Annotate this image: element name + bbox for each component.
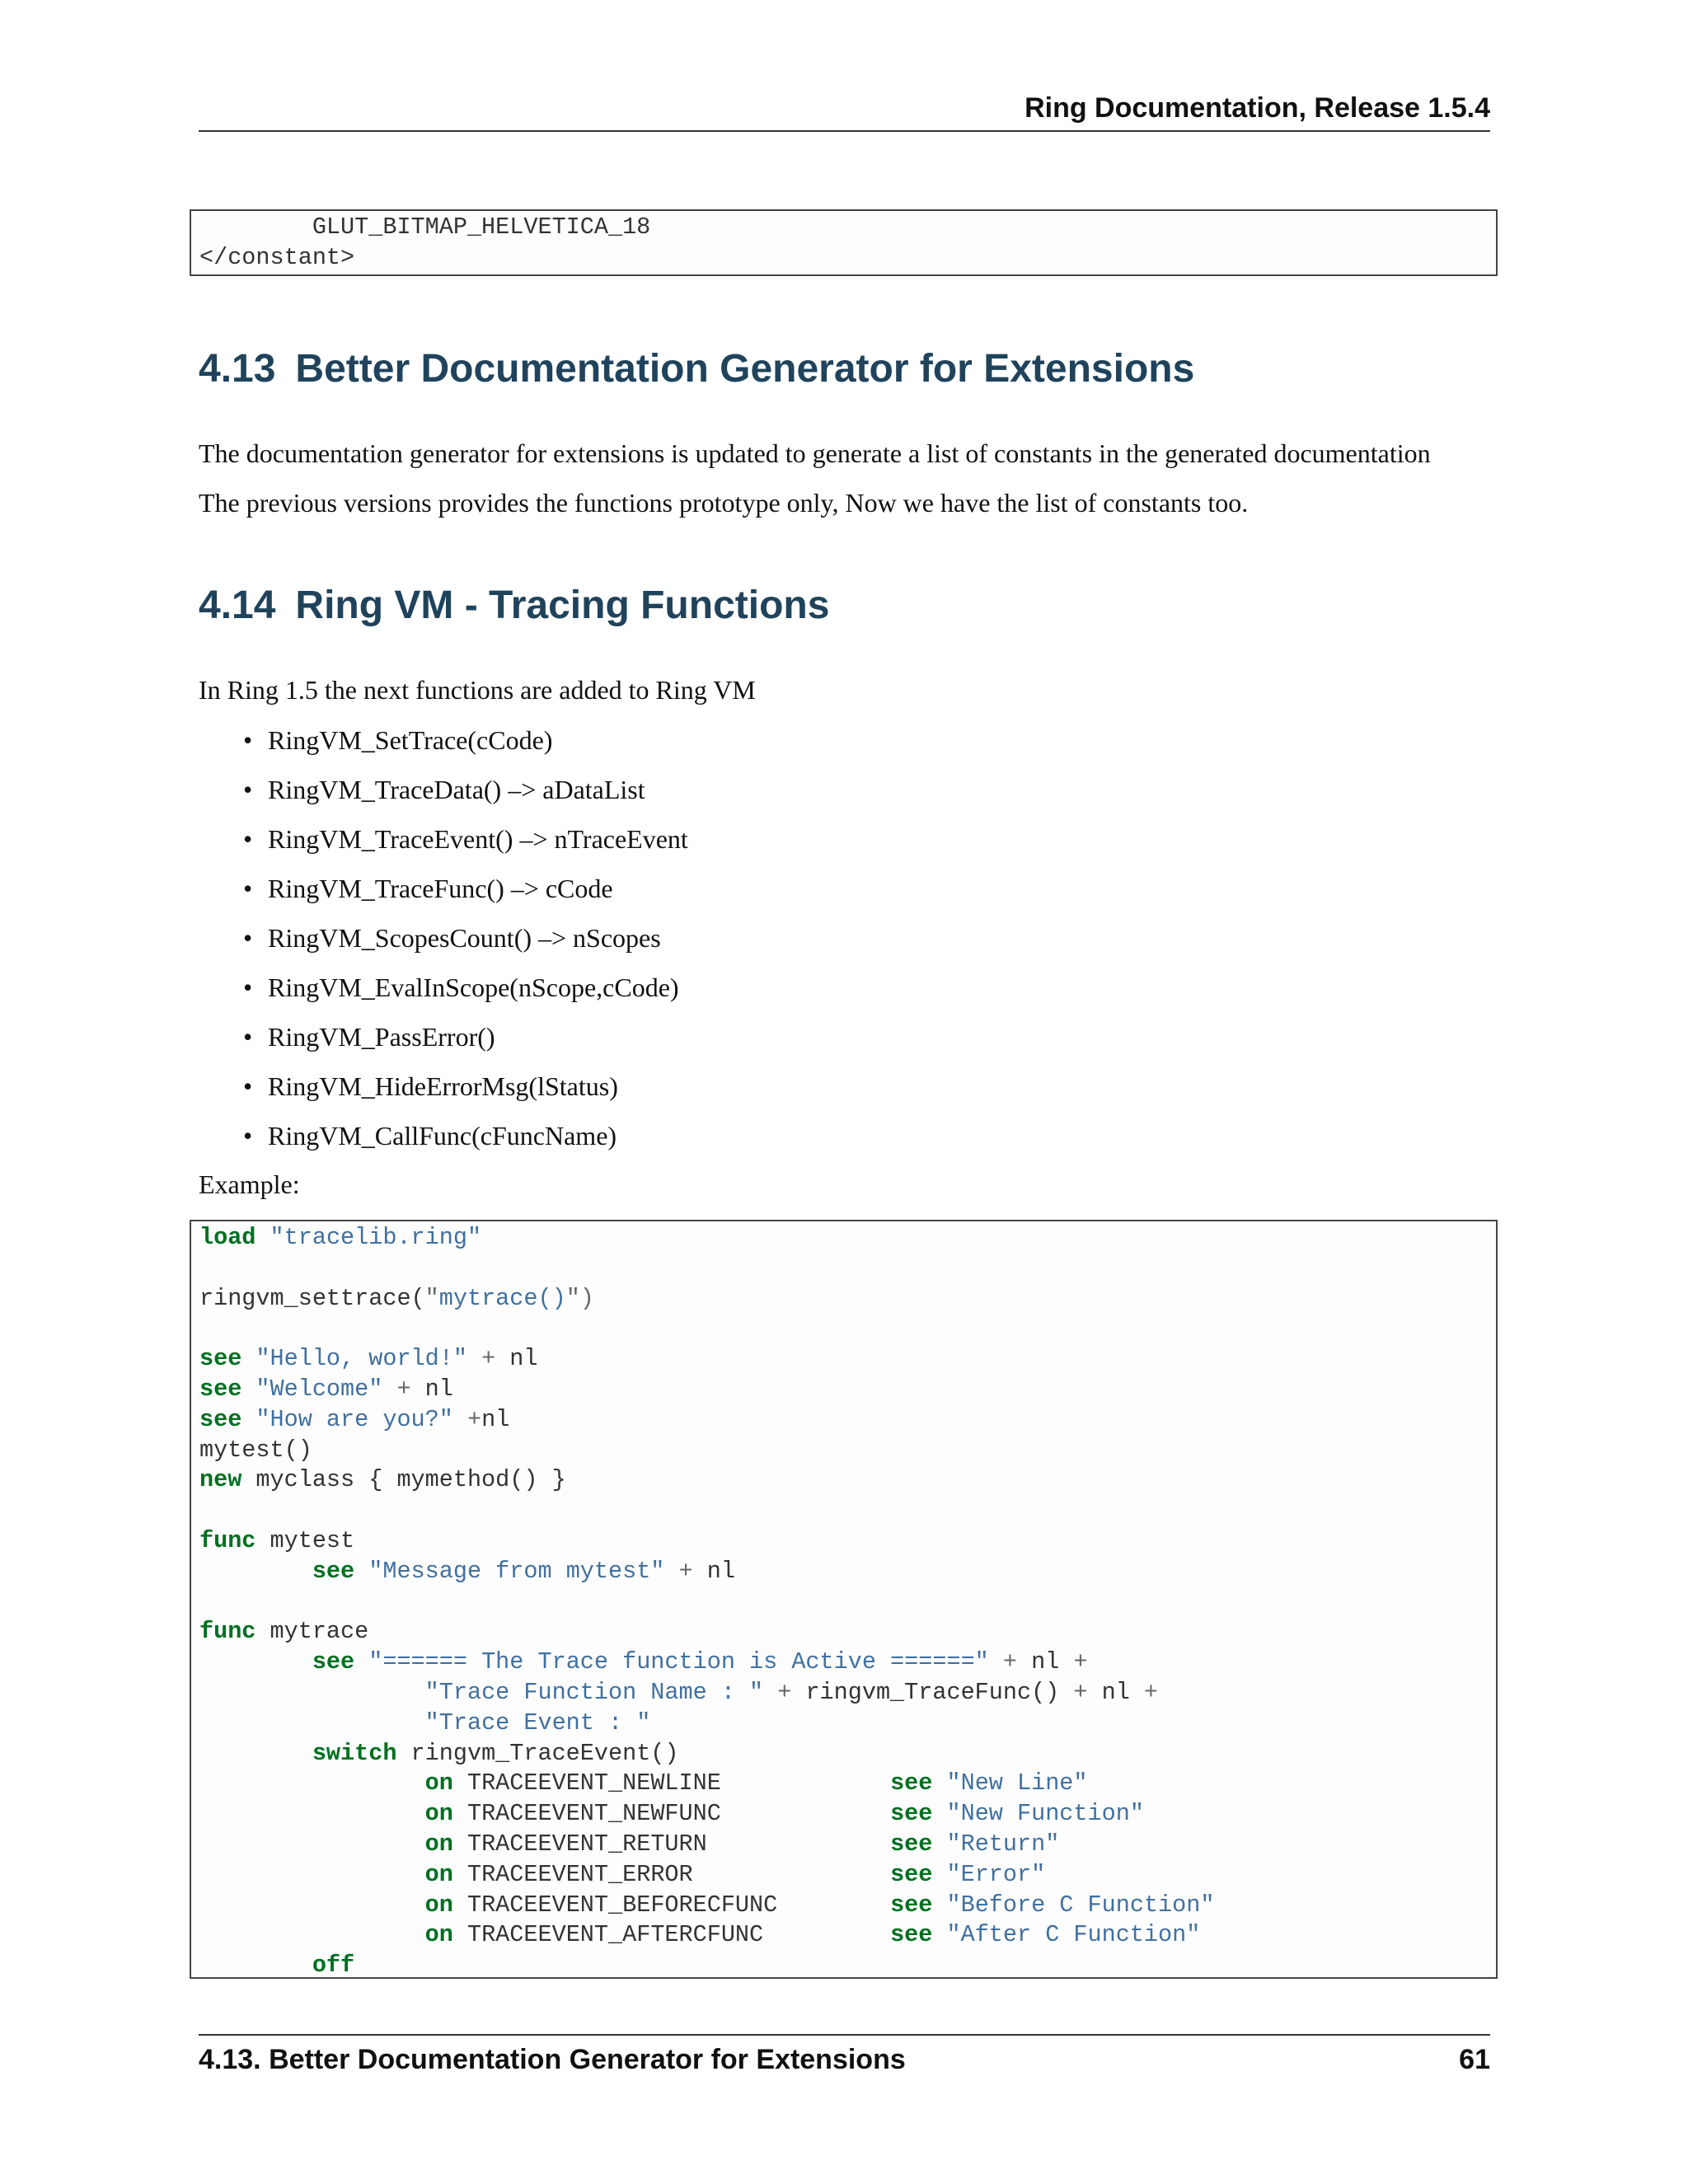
- code-keyword: see: [890, 1891, 933, 1919]
- function-list-item: [243, 724, 688, 773]
- code-string: "Trace Event : ": [424, 1708, 651, 1736]
- section-number: 4.13: [199, 347, 276, 391]
- code-line: [199, 1284, 1496, 1315]
- code-token: nl: [424, 1375, 453, 1403]
- code-keyword: see: [890, 1830, 933, 1858]
- code-string: "Trace Function Name : ": [424, 1678, 764, 1706]
- code-token: [199, 1952, 312, 1979]
- code-line: [199, 1708, 1496, 1739]
- footer-rule: [199, 2034, 1490, 2036]
- code-token: ": [424, 1284, 439, 1312]
- code-line: [199, 1344, 1496, 1375]
- code-token: nl: [706, 1557, 735, 1585]
- code-token: [199, 1800, 425, 1827]
- function-list-item: [243, 1020, 688, 1070]
- code-token: +: [467, 1345, 510, 1373]
- bullet-icon: •: [243, 725, 253, 755]
- code-token: [932, 1830, 946, 1858]
- function-name: RingVM_ScopesCount() –> nScopes: [268, 923, 661, 953]
- bullet-icon: •: [243, 1022, 253, 1052]
- code-line: [199, 1830, 1496, 1860]
- function-name: RingVM_SetTrace(cCode): [268, 725, 553, 755]
- bullet-icon: •: [243, 824, 253, 854]
- code-string: "Error": [946, 1860, 1046, 1888]
- code-line: [199, 1951, 1496, 1979]
- code-token: nl: [1031, 1648, 1060, 1676]
- bullet-icon: •: [243, 972, 253, 1002]
- function-name: RingVM_TraceData() –> aDataList: [268, 775, 645, 804]
- code-token: +: [988, 1648, 1032, 1676]
- code-token: mytest: [256, 1526, 355, 1554]
- code-line: [199, 1436, 1496, 1466]
- code-string: "New Function": [946, 1800, 1144, 1828]
- code-line: [199, 1617, 1496, 1647]
- function-list-item: [243, 773, 688, 823]
- code-line: [199, 1860, 1496, 1891]
- code-keyword: switch: [312, 1739, 397, 1767]
- code-line: [199, 1647, 1496, 1678]
- function-name: RingVM_HideErrorMsg(lStatus): [268, 1071, 618, 1101]
- code-string: "====== The Trace function is Active ======": [368, 1648, 989, 1676]
- bullet-icon: •: [243, 874, 253, 903]
- code-keyword: see: [890, 1769, 933, 1797]
- function-list-item: [243, 872, 688, 921]
- code-keyword: see: [890, 1921, 933, 1949]
- code-token: ringvm_TraceEvent(): [396, 1739, 679, 1767]
- code-keyword: on: [424, 1769, 453, 1797]
- code-token: [199, 1830, 425, 1858]
- code-line: [199, 1739, 1496, 1769]
- page-number: 61: [1459, 2044, 1490, 2075]
- code-keyword: see: [312, 1557, 355, 1585]
- code-token: [199, 1769, 425, 1797]
- function-list-item: [243, 823, 688, 872]
- function-list-item: [243, 1119, 688, 1169]
- code-token: [199, 1740, 312, 1767]
- code-token: TRACEEVENT_ERROR: [452, 1860, 891, 1888]
- code-keyword: load: [199, 1224, 256, 1251]
- code-token: +: [452, 1405, 482, 1433]
- code-token: [199, 1648, 312, 1675]
- code-line: [199, 1799, 1496, 1830]
- code-keyword: see: [199, 1405, 242, 1433]
- function-list-item: [243, 921, 688, 971]
- code-string: "New Line": [946, 1769, 1088, 1797]
- footer-section-title: 4.13. Better Documentation Generator for Extensions: [199, 2044, 906, 2075]
- code-token: [932, 1800, 946, 1827]
- function-list-item: [243, 1070, 688, 1119]
- function-name: RingVM_TraceEvent() –> nTraceEvent: [268, 824, 688, 854]
- code-token: [354, 1558, 368, 1585]
- code-token: [241, 1376, 256, 1403]
- code-keyword: see: [199, 1375, 242, 1403]
- code-token: [199, 1891, 425, 1919]
- function-list: [243, 724, 688, 1169]
- bullet-icon: •: [243, 1071, 253, 1101]
- function-name: RingVM_PassError(): [268, 1022, 495, 1052]
- code-block-example: [190, 1220, 1498, 1979]
- code-token: [256, 1224, 270, 1251]
- bullet-icon: •: [243, 923, 253, 953]
- code-token: [932, 1861, 946, 1888]
- code-keyword: func: [199, 1526, 256, 1554]
- code-string: "How are you?": [256, 1405, 453, 1433]
- code-line: [199, 1678, 1496, 1708]
- code-token: mytrace: [256, 1618, 369, 1646]
- code-string: "Welcome": [256, 1375, 383, 1403]
- code-token: [932, 1921, 946, 1948]
- code-token: [354, 1648, 368, 1675]
- code-line: [199, 1223, 1496, 1254]
- code-token: [241, 1406, 256, 1433]
- running-header: Ring Documentation, Release 1.5.4: [1025, 92, 1490, 124]
- code-line: [199, 1254, 1496, 1284]
- code-line: [199, 1891, 1496, 1921]
- code-token: [199, 1679, 425, 1706]
- code-token: nl: [1101, 1678, 1130, 1706]
- function-name: RingVM_TraceFunc() –> cCode: [268, 874, 613, 903]
- code-token: [199, 1558, 312, 1585]
- code-token: [199, 1709, 425, 1736]
- paragraph: The documentation generator for extensions is updated to generate a list of constants in the generated documentation: [199, 438, 1431, 468]
- paragraph: The previous versions provides the functions prototype only, Now we have the list of constants too.: [199, 488, 1249, 518]
- code-token: ringvm_settrace(: [199, 1284, 425, 1312]
- function-name: RingVM_CallFunc(cFuncName): [268, 1121, 617, 1151]
- code-keyword: see: [890, 1800, 933, 1828]
- code-keyword: func: [199, 1618, 256, 1646]
- code-token: +: [1059, 1678, 1102, 1706]
- code-line: [199, 1557, 1496, 1587]
- example-label: Example:: [199, 1169, 300, 1199]
- code-token: TRACEEVENT_NEWLINE: [452, 1769, 891, 1797]
- code-block-constants: [190, 209, 1498, 276]
- code-token: mytest(): [199, 1436, 312, 1464]
- function-name: RingVM_EvalInScope(nScope,cCode): [268, 972, 679, 1002]
- section-heading-4-13: [199, 346, 1194, 391]
- code-token: [199, 1921, 425, 1948]
- code-keyword: see: [890, 1860, 933, 1888]
- code-line: [199, 1769, 1496, 1799]
- code-line: [199, 1526, 1496, 1557]
- code-token: TRACEEVENT_RETURN: [452, 1830, 891, 1858]
- code-token: +: [1059, 1648, 1088, 1676]
- header-rule: [199, 130, 1490, 132]
- section-title: Better Documentation Generator for Extensions: [295, 347, 1195, 391]
- code-token: [932, 1891, 946, 1919]
- section-number: 4.14: [199, 583, 276, 627]
- code-string: "tracelib.ring": [270, 1224, 482, 1251]
- code-token: [199, 1861, 425, 1888]
- code-line: GLUT_BITMAP_HELVETICA_18: [199, 213, 651, 241]
- code-keyword: on: [424, 1800, 453, 1828]
- code-token: ringvm_TraceFunc(): [805, 1678, 1060, 1706]
- code-keyword: on: [424, 1830, 453, 1858]
- code-token: [932, 1769, 946, 1797]
- bullet-icon: •: [243, 775, 253, 804]
- code-keyword: off: [312, 1952, 355, 1979]
- code-token: +: [763, 1678, 806, 1706]
- code-keyword: see: [199, 1345, 242, 1373]
- code-string: "Before C Function": [946, 1891, 1215, 1919]
- code-keyword: on: [424, 1891, 453, 1919]
- code-string: mytrace(): [438, 1284, 566, 1312]
- intro-paragraph: In Ring 1.5 the next functions are added to Ring VM: [199, 675, 756, 705]
- code-token: nl: [481, 1405, 510, 1433]
- code-keyword: new: [199, 1466, 242, 1494]
- code-line: [199, 1496, 1496, 1526]
- section-title: Ring VM - Tracing Functions: [295, 583, 830, 627]
- code-token: myclass { mymethod() }: [241, 1466, 566, 1494]
- code-token: +: [1129, 1678, 1159, 1706]
- code-keyword: on: [424, 1860, 453, 1888]
- code-line: [199, 1587, 1496, 1618]
- code-string: "After C Function": [946, 1921, 1201, 1949]
- code-line: [199, 1405, 1496, 1436]
- code-token: nl: [509, 1345, 538, 1373]
- code-token: TRACEEVENT_NEWFUNC: [452, 1800, 891, 1828]
- code-string: "Message from mytest": [368, 1557, 665, 1585]
- code-token: TRACEEVENT_AFTERCFUNC: [452, 1921, 891, 1949]
- code-line: [199, 1465, 1496, 1496]
- code-token: +: [664, 1557, 707, 1585]
- code-line: [199, 1314, 1496, 1344]
- code-string: "Hello, world!": [256, 1345, 467, 1373]
- code-line: [199, 1375, 1496, 1405]
- code-token: TRACEEVENT_BEFORECFUNC: [452, 1891, 891, 1919]
- code-keyword: see: [312, 1648, 355, 1676]
- code-token: [241, 1345, 256, 1372]
- code-line: [199, 1920, 1496, 1951]
- code-token: +: [382, 1375, 425, 1403]
- bullet-icon: •: [243, 1121, 253, 1151]
- code-line: </constant>: [199, 243, 355, 271]
- code-keyword: on: [424, 1921, 453, 1949]
- section-heading-4-14: [199, 583, 829, 628]
- function-list-item: [243, 971, 688, 1020]
- code-string: "Return": [946, 1830, 1060, 1858]
- code-token: "): [565, 1284, 594, 1312]
